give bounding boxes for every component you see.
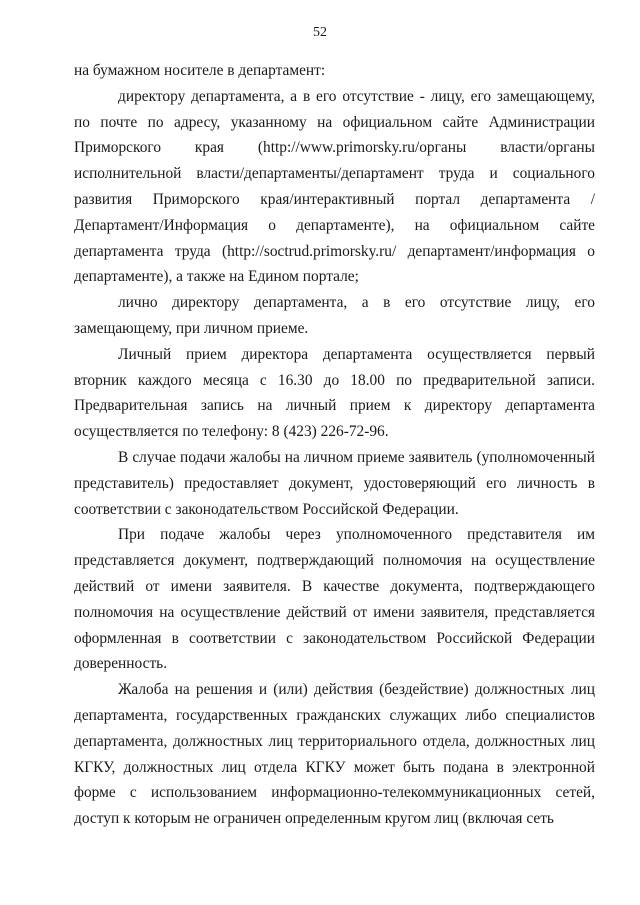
paragraph-in-person-submission: лично директору департамента, а в его отсутствие лицу, его замещающему, при личном приеме. [74, 294, 595, 337]
document-body [74, 58, 595, 832]
paragraph-representative: При подаче жалобы через уполномоченного представителя им представляется документ, подтверждающий полномочия на осуществление действий от имени заявителя. В качестве документа, подтверждающего полномочия на осуществление действий от имени заявителя, представляется оформленная в соответствии с законодательством Российской Федерации доверенность. [74, 526, 595, 673]
paragraph-mail-submission: директору департамента, а в его отсутствие - лицу, его замещающему, по почте по адресу, указанному на официальном сайте Администрации Приморского края (http://www.primorsky.ru/органы власти/органы исполнительной власти/департаменты/департамент труда и социального развития Приморского края/интерактивный портал департамента /Департамент/Информация о департаменте), на официальном сайте департамента труда (http://soctrud.primorsky.ru/ департамент/информация о департаменте), а также на Едином портале; [74, 87, 595, 286]
paragraph-electronic-complaint: Жалоба на решения и (или) действия (бездействие) должностных лиц департамента, государственных гражданских служащих либо специалистов департамента, должностных лиц территориального отдела, должностных лиц КГКУ, должностных лиц отдела КГКУ может быть подана в электронной форме с использованием информационно-телекоммуникационных сетей, доступ к которым не ограничен определенным кругом лиц (включая сеть [74, 681, 595, 828]
paragraph-personal-reception: Личный прием директора департамента осуществляется первый вторник каждого месяца с 16.30 до 18.00 по предварительной записи. Предварительная запись на личный прием к директору департамента осуществляется по телефону: 8 (423) 226-72-96. [74, 345, 595, 441]
paragraph-continuation: на бумажном носителе в департамент: [74, 62, 326, 79]
paragraph-identity-document: В случае подачи жалобы на личном приеме заявитель (уполномоченный представитель) предоставляет документ, удостоверяющий его личность в соответствии с законодательством Российской Федерации. [74, 448, 595, 518]
page-number: 52 [313, 25, 327, 40]
